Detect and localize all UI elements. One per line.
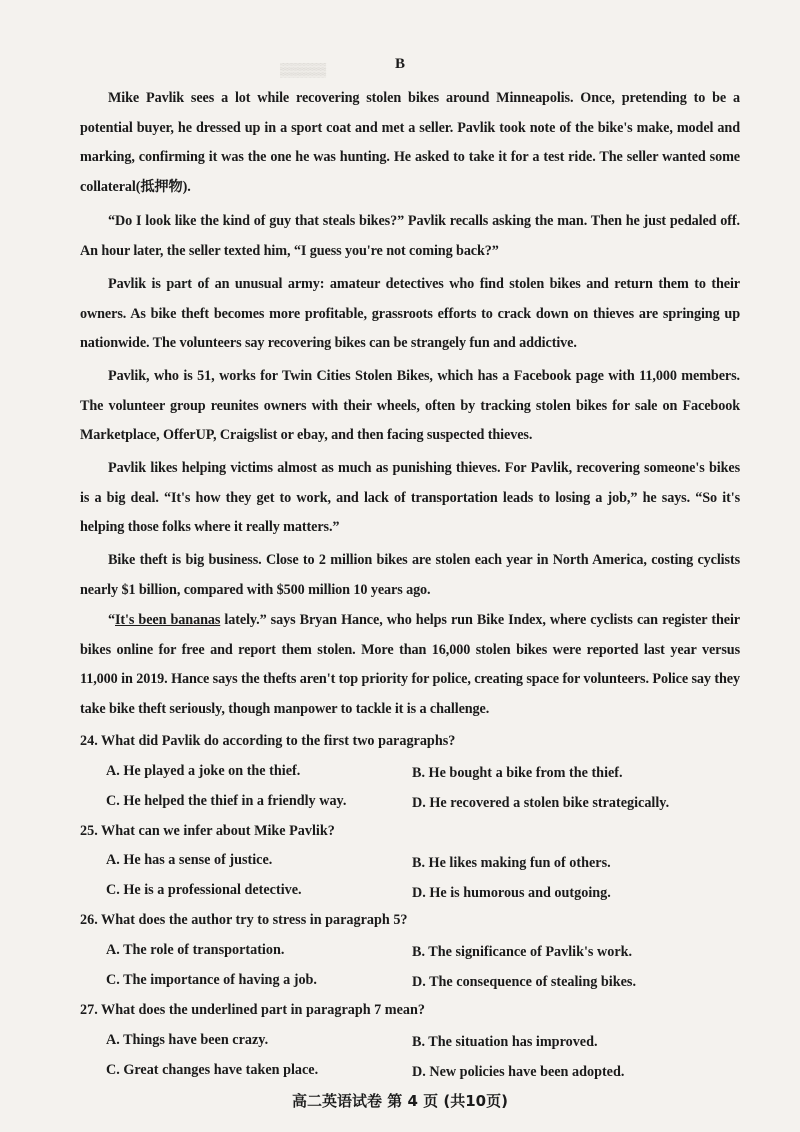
option-27-b[interactable]: B. The situation has improved. xyxy=(412,1034,598,1050)
option-25-a[interactable]: A. He has a sense of justice. xyxy=(106,852,273,868)
page-footer: 高二英语试卷 第 4 页 (共10页) xyxy=(292,1092,508,1110)
option-27-d[interactable]: D. New policies have been adopted. xyxy=(412,1064,625,1080)
option-27-a[interactable]: A. Things have been crazy. xyxy=(106,1032,269,1048)
option-24-a[interactable]: A. He played a joke on the thief. xyxy=(106,763,301,779)
option-25-d[interactable]: D. He is humorous and outgoing. xyxy=(412,885,611,901)
option-24-c[interactable]: C. He helped the thief in a friendly way. xyxy=(106,793,347,809)
option-26-a[interactable]: A. The role of transportation. xyxy=(106,942,285,958)
question-24: 24. What did Pavlik do according to the first two paragraphs? xyxy=(80,733,456,749)
section-label: B xyxy=(394,56,405,72)
paragraph-7: “It's been bananas lately.” says Bryan Hance, who helps run Bike Index, where cyclists can register their bikes online for free and report them stolen. More than 16,000 stolen bikes were reported last year versus 11,000 in 2019. Hance says the thefts aren't top priority for police, creating space for volunteers. Police say they take bike theft seriously, though manpower to tackle it is a challenge. xyxy=(80,612,740,717)
option-25-b[interactable]: B. He likes making fun of others. xyxy=(412,855,611,871)
question-26: 26. What does the author try to stress in paragraph 5? xyxy=(80,912,408,928)
option-24-b[interactable]: B. He bought a bike from the thief. xyxy=(412,765,623,781)
paragraph-1: Mike Pavlik sees a lot while recovering stolen bikes around Minneapolis. Once, pretending to be a potential buyer, he dressed up in a sport coat and met a seller. Pavlik took note of the bike's make, model and marking, confirming it was the one he was hunting. He asked to take it for a test ride. The seller wanted some collateral(抵押物). xyxy=(80,90,740,195)
bleed-through-mark: ▒▒▒▒▒ xyxy=(280,62,327,77)
paragraph-3: Pavlik is part of an unusual army: amateur detectives who find stolen bikes and return them to their owners. As bike theft becomes more profitable, grassroots efforts to crack down on thieves are springing up nationwide. The volunteers say recovering bikes can be strangely fun and addictive. xyxy=(80,276,740,351)
paragraph-4: Pavlik, who is 51, works for Twin Cities Stolen Bikes, which has a Facebook page with 11,000 members. The volunteer group reunites owners with their wheels, often by tracking stolen bikes for sale on Facebook Marketplace, OfferUP, Craigslist or ebay, and then facing suspected thieves. xyxy=(80,368,740,443)
paragraph-6: Bike theft is big business. Close to 2 million bikes are stolen each year in North America, costing cyclists nearly $1 billion, compared with $500 million 10 years ago. xyxy=(80,552,740,598)
option-25-c[interactable]: C. He is a professional detective. xyxy=(106,882,302,898)
question-27: 27. What does the underlined part in paragraph 7 mean? xyxy=(80,1002,426,1018)
option-24-d[interactable]: D. He recovered a stolen bike strategically. xyxy=(412,795,670,811)
option-26-b[interactable]: B. The significance of Pavlik's work. xyxy=(412,944,633,960)
option-27-c[interactable]: C. Great changes have taken place. xyxy=(106,1062,319,1078)
question-25: 25. What can we infer about Mike Pavlik? xyxy=(80,823,335,839)
option-26-d[interactable]: D. The consequence of stealing bikes. xyxy=(412,974,636,990)
paragraph-2: “Do I look like the kind of guy that steals bikes?” Pavlik recalls asking the man. Then he just pedaled off. An hour later, the seller texted him, “I guess you're not coming back?” xyxy=(80,213,740,259)
option-26-c[interactable]: C. The importance of having a job. xyxy=(106,972,317,988)
underlined-phrase: It's been bananas xyxy=(115,612,221,628)
paragraph-5: Pavlik likes helping victims almost as much as punishing thieves. For Pavlik, recovering someone's bikes is a big deal. “It's how they get to work, and lack of transportation leads to losing a job,” he says. “So it's helping those folks where it really matters.” xyxy=(80,460,740,535)
